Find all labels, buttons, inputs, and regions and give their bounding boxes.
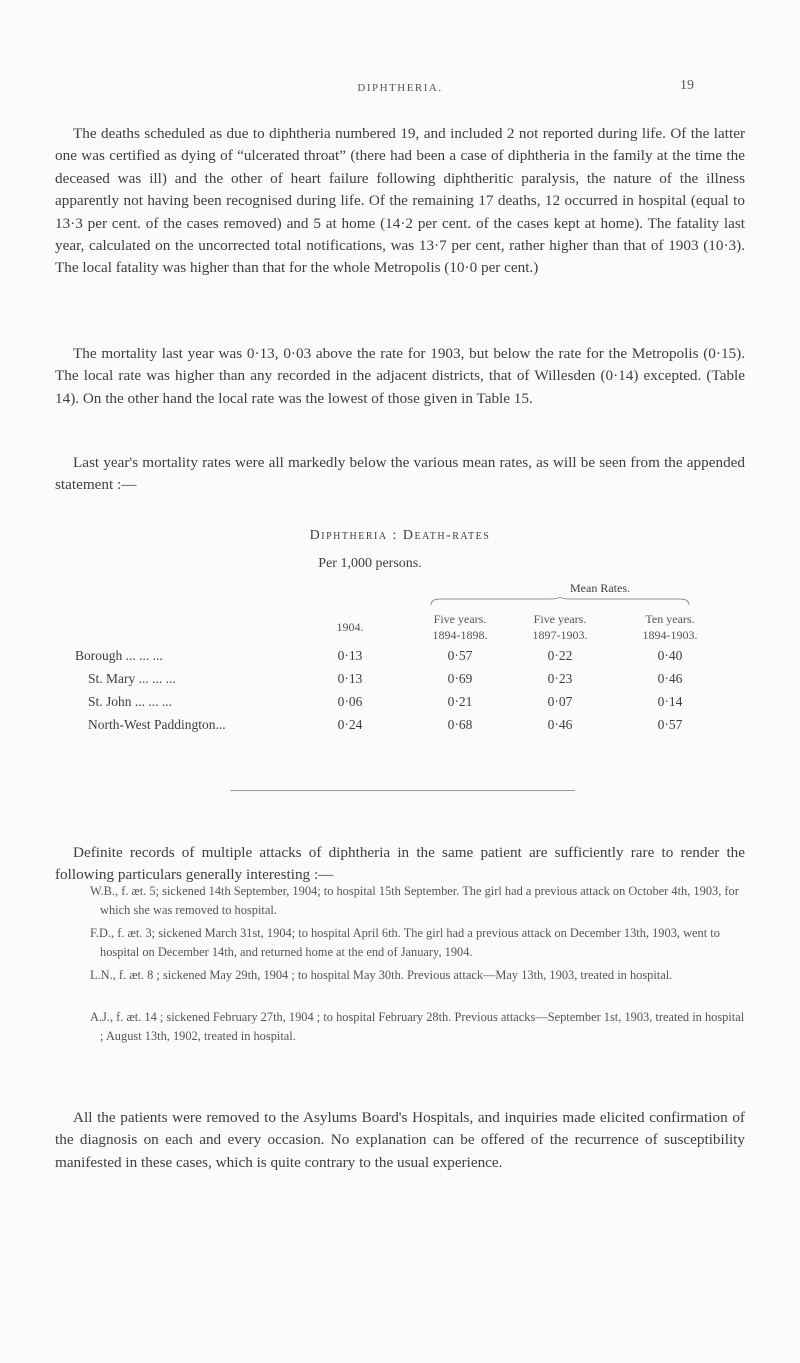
table-cell: 0·57 xyxy=(447,648,473,663)
table-cell: 0·57 xyxy=(657,717,683,732)
paragraph-mean-rates: Last year's mortality rates were all markedly below the various mean rates, as will be seen from the appended statement :— xyxy=(55,454,745,494)
page-number: 19 xyxy=(680,78,694,93)
table-cell: 0·14 xyxy=(657,694,683,709)
table-cell: 0·22 xyxy=(547,648,573,663)
table-cell: 0·07 xyxy=(547,694,573,709)
group-header-mean-rates: Mean Rates. xyxy=(570,581,630,595)
case-record: W.B., f. æt. 5; sickened 14th September, 1904; to hospital 15th September. The girl had a previous attack on October 4th, 1903, for which she was removed to hospital. xyxy=(90,884,739,917)
section-divider xyxy=(230,790,575,791)
brace-mean-rates xyxy=(430,597,690,605)
table-cell: 0·68 xyxy=(447,717,473,732)
paragraph-conclusion: All the patients were removed to the Asylums Board's Hospitals, and inquiries made elicited confirmation of the diagnosis on each and every occasion. No explanation can be offered of the recurrence of susceptibility manifested in these cases, which is quite contrary to the usual experience. xyxy=(55,1109,745,1171)
table-cell: 0·69 xyxy=(447,671,473,686)
column-header-ten-years: Ten years. 1894-1903. xyxy=(642,612,698,642)
table-cell: 0·06 xyxy=(337,694,363,709)
paragraph-multiple-attacks: Definite records of multiple attacks of diphtheria in the same patient are sufficiently rare to render the following particulars generally interesting :— xyxy=(55,844,745,884)
row-label-north-west-paddington: North-West Paddington... xyxy=(88,717,226,732)
column-header-five-years-1894: Five years. 1894-1898. xyxy=(432,612,488,642)
table-title: Diphtheria : Death-rates xyxy=(309,528,491,543)
case-record: A.J., f. æt. 14 ; sickened February 27th, 1904 ; to hospital February 28th. Previous attacks—September 1st, 1903, treated in hospital ; August 13th, 1902, treated in hospital. xyxy=(90,1010,745,1043)
table-cell: 0·21 xyxy=(447,694,473,709)
table-cell: 0·46 xyxy=(547,717,573,732)
row-label-st-mary: St. Mary ... ... ... xyxy=(88,671,176,686)
paragraph-deaths: The deaths scheduled as due to diphtheria numbered 19, and included 2 not reported during life. Of the latter one was certified as dying of “ulcerated throat” (there had been a case of diphtheria in the family at the time the deceased was ill) and the other of heart failure following diphtheritic paralysis, the nature of the illness apparently not having been recognised during life. Of the remaining 17 deaths, 12 occurred in hospital (equal to 13·3 per cent. of the cases removed) and 5 at home (14·2 per cent. of the cases kept at home). The fatality last year, calculated on the uncorrected total notifications, was 13·7 per cent, rather higher than that of 1903 (10·3). The local fatality was higher than that for the whole Metropolis (10·0 per cent.) xyxy=(55,125,745,277)
table-cell: 0·40 xyxy=(657,648,683,663)
running-head: DIPHTHERIA. xyxy=(357,82,443,94)
table-cell: 0·13 xyxy=(337,671,363,686)
table-cell: 0·24 xyxy=(337,717,363,732)
paragraph-mortality: The mortality last year was 0·13, 0·03 above the rate for 1903, but below the rate for the Metropolis (0·15). The local rate was higher than any recorded in the adjacent districts, that of Willesden (0·14) excepted. (Table 14). On the other hand the local rate was the lowest of those given in Table 15. xyxy=(55,345,745,407)
row-label-st-john: St. John ... ... ... xyxy=(88,694,173,709)
table-subtitle: Per 1,000 persons. xyxy=(318,556,422,571)
table-cell: 0·46 xyxy=(657,671,683,686)
column-header-1904: 1904. xyxy=(336,620,364,634)
table-cell: 0·13 xyxy=(337,648,363,663)
table-cell: 0·23 xyxy=(547,671,573,686)
case-record: L.N., f. æt. 8 ; sickened May 29th, 1904 ; to hospital May 30th. Previous attack—May 13th, 1903, treated in hospital. xyxy=(90,968,673,982)
row-label-borough: Borough ... ... ... xyxy=(75,648,163,663)
case-record: F.D., f. æt. 3; sickened March 31st, 1904; to hospital April 6th. The girl had a previous attack on December 13th, 1903, went to hospital on December 14th, and returned home at the end of January, 1904. xyxy=(90,926,720,959)
column-header-five-years-1897: Five years. 1897-1903. xyxy=(532,612,588,642)
